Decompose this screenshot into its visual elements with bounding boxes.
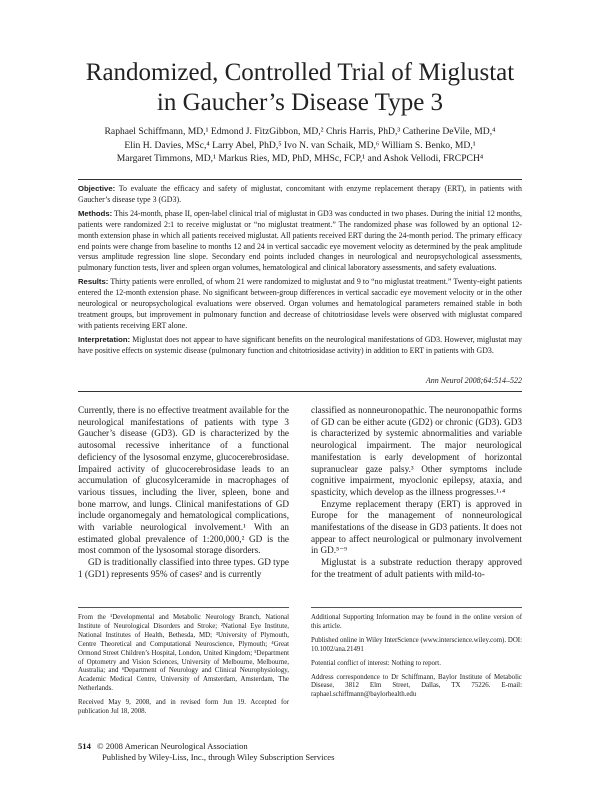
title-line-1: Randomized, Controlled Trial of Miglustat xyxy=(85,59,515,86)
journal-citation: Ann Neurol 2008;64:514–522 xyxy=(425,376,522,385)
body-paragraph: Currently, there is no effective treatment available for the neurological manifestations of patients with type 3 Gaucher’s disease (GD3). GD is characterized by the autosomal recessive inheritance of a functional deficiency of the lysosomal enzyme, glucocerebrosidase. Impaired activity of glucocerebrosidase leads to an accumulation of glucosylceramide in macrophages of various tissues, including the liver, spleen, bone and bone marrow, and lungs. Clinical manifestations of GD include organomegaly and hematological complications, with variable neurological involvement.¹ With an estimated global prevalence of 1:200,000,² GD is the most common of the lysosomal storage disorders. xyxy=(78,405,289,556)
methods-label: Methods: xyxy=(78,208,113,218)
results-label: Results: xyxy=(78,277,109,287)
page-footer xyxy=(78,741,334,763)
received-note: Received May 9, 2008, and in revised form Jun 19. Accepted for publication Jul 18, 2008. xyxy=(78,699,289,716)
publisher-line: Published by Wiley-Liss, Inc., through Wiley Subscription Services xyxy=(102,752,335,763)
body-paragraph: Miglustat is a substrate reduction therapy approved for the treatment of adult patients with mild-to- xyxy=(311,557,522,579)
methods-text: This 24-month, phase II, open-label clinical trial of miglustat in GD3 was conducted in two phases. During the initial 12 months, patients were randomized 2:1 to receive miglustat or “no miglustat treatment.” The randomized phase was followed by an optional 12-month extension phase in which all patients received miglustat. All patients received ERT during the 24-month period. The primary efficacy end points were change from baseline to months 12 and 24 in vertical saccadic eye movement velocity as determined by the peak amplitude versus amplitude regression line slope. Secondary end points included changes in neurological and neuropsychological assessments, pulmonary function tests, liver and spleen organ volumes, hematological and clinical laboratory assessments, and safety evaluations. xyxy=(78,208,522,273)
body-column-left xyxy=(78,405,289,581)
abstract xyxy=(78,184,522,360)
objective-text: To evaluate the efficacy and safety of miglustat, concomitant with enzyme replacement therapy (ERT), in patients with Gaucher’s disease type 3 (GD3). xyxy=(78,184,522,204)
conflict-note: Potential conflict of interest: Nothing to report. xyxy=(311,659,441,667)
page-number: 514 xyxy=(78,741,91,751)
authors-line-3: Margaret Timmons, MD,¹ Markus Ries, MD, PhD, MHSc, FCP,¹ and Ashok Vellodi, FRCPCH⁴ xyxy=(116,153,484,164)
author-list xyxy=(60,125,540,166)
body-paragraph: Enzyme replacement therapy (ERT) is approved in Europe for the management of nonneurological manifestations of the disease in GD3 patients. It does not appear to affect neurological or pulmonary involvement in GD.⁵⁻⁹ xyxy=(311,498,522,556)
abstract-results xyxy=(78,277,522,332)
results-text: Thirty patients were enrolled, of whom 21 were randomized to miglustat and 9 to “no miglustat treatment.” Twenty-eight patients entered the 12-month extension phase. No significant between-group differences in vertical saccadic eye movement velocity or in the other neurological or neuropsychological evaluations were observed. Organ volumes and hematological parameters remained stable in both treatment groups, but improvement in pulmonary function and decrease of chitotriosidase levels were observed with miglustat compared with patients receiving ERT alone. xyxy=(78,277,522,330)
footer-line-1 xyxy=(78,741,334,752)
body-paragraph: classified as nonneuronopathic. The neuronopathic forms of GD can be either acute (GD2) or chronic (GD3). GD3 is characterized by systemic abnormalities and variable neurological impairment. The major neurological manifestation is early development of horizontal supranuclear gaze palsy.³ Other symptoms include cognitive impairment, myoclonic epilepsy, ataxia, and spasticity, which develop as the illness progresses.¹·⁴ xyxy=(311,405,522,497)
article-title xyxy=(0,58,600,118)
abstract-top-rule xyxy=(78,179,522,180)
authors-line-1: Raphael Schiffmann, MD,¹ Edmond J. FitzGibbon, MD,² Chris Harris, PhD,³ Catherine DeVile, MD,⁴ xyxy=(104,126,496,137)
abstract-methods xyxy=(78,209,522,274)
footnote-rule-right xyxy=(311,607,522,608)
correspondence-note: Address correspondence to Dr Schiffmann, Baylor Institute of Metabolic Disease, 3812 Elm Street, Dallas, TX 75226. E-mail: raphael.schiffmann@baylorhealth.edu xyxy=(311,673,522,699)
abstract-interpretation xyxy=(78,335,522,357)
abstract-objective xyxy=(78,184,522,206)
footnote-rule-left xyxy=(78,607,289,608)
copyright: © 2008 American Neurological Association xyxy=(97,741,248,751)
body-paragraph: GD is traditionally classified into three types. GD type 1 (GD1) represents 95% of cases² and is currently xyxy=(78,557,289,579)
body-column-right xyxy=(311,405,522,581)
interpretation-text: Miglustat does not appear to have significant benefits on the neurological manifestations of GD3. However, miglustat may have positive effects on systemic disease (pulmonary function and chitotriosidase activity) in addition to ERT in patients with GD3. xyxy=(78,334,522,355)
footnotes-left xyxy=(78,614,289,722)
footnotes-right xyxy=(311,614,522,705)
published-online-note: Published online in Wiley InterScience (www.interscience.wiley.com). DOI: 10.1002/ana.21491 xyxy=(311,636,522,653)
abstract-bottom-rule xyxy=(78,391,522,392)
authors-line-2: Elin H. Davies, MSc,⁴ Larry Abel, PhD,⁵ Ivo N. van Schaik, MD,⁶ William S. Benko, MD,¹ xyxy=(124,139,476,151)
title-line-2: in Gaucher’s Disease Type 3 xyxy=(156,89,444,116)
affiliations-note: From the ¹Developmental and Metabolic Neurology Branch, National Institute of Neurological Disorders and Stroke; ²National Eye Institute, National Institutes of Health, Bethesda, MD; ³University of Plymouth, Centre Theoretical and Computational Neuroscience, Plymouth; ⁴Great Ormond Street Children’s Hospital, London, United Kingdom; ⁵Department of Optometry and Vision Sciences, University of Melbourne, Melbourne, Australia; and ⁶Department of Neurology and Clinical Neurophysiology, Academic Medical Centre, University of Amsterdam, Amsterdam, The Netherlands. xyxy=(78,614,289,693)
interpretation-label: Interpretation: xyxy=(78,334,131,344)
objective-label: Objective: xyxy=(78,184,116,193)
supporting-info-note: Additional Supporting Information may be found in the online version of this article. xyxy=(311,614,522,630)
